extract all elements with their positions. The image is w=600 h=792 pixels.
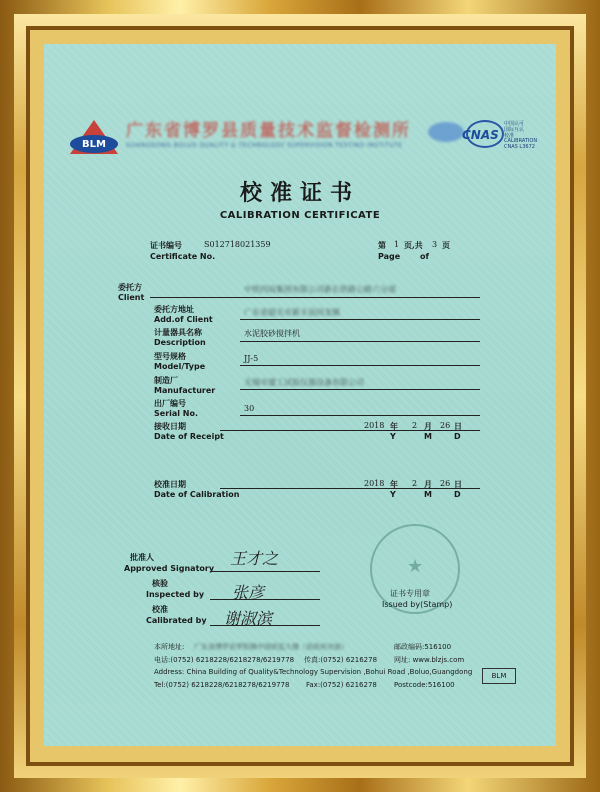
seal-star-icon: ★	[407, 556, 424, 577]
inspected-label-en: Inspected by	[146, 590, 205, 599]
address-label-en: Add.of Client	[154, 315, 213, 324]
desc-line	[240, 341, 480, 342]
calibrated-line	[210, 625, 320, 626]
receipt-month: 2	[412, 421, 418, 430]
desc-label-cn: 计量器具名称	[154, 327, 202, 337]
calib-year-cn: 年	[390, 479, 398, 489]
mfr-label-en: Manufacturer	[154, 386, 216, 395]
client-label-en: Client	[118, 293, 145, 302]
calib-label-cn: 校准日期	[154, 479, 186, 489]
page-mid: 页,共	[404, 240, 423, 250]
approved-signature: 王才之	[230, 549, 279, 568]
stamp-label-cn: 证书专用章	[390, 589, 430, 598]
footer-fax-en: Fax:(0752) 6216278	[306, 681, 377, 689]
calibrated-label-cn: 校准	[152, 604, 168, 614]
desc-value: 水泥胶砂搅拌机	[244, 329, 300, 338]
calib-d: D	[454, 490, 461, 499]
address-value: 广东省韶关市新丰县回龙镇	[244, 308, 340, 317]
mfr-value: 无锡市建工试验仪器设备有限公司	[244, 378, 364, 387]
footer-postcode-cn: 邮政编码:516100	[394, 643, 452, 651]
footer-blm-mark: BLM	[482, 668, 516, 684]
calib-year: 2018	[364, 479, 385, 488]
calib-day-cn: 日	[454, 479, 462, 489]
receipt-day: 26	[440, 421, 451, 430]
calib-m: M	[424, 490, 432, 499]
inspected-signature: 张彦	[232, 583, 265, 602]
cnas-logo: CNAS	[462, 128, 499, 142]
serial-label-cn: 出厂编号	[154, 398, 186, 408]
logo-text: BLM	[82, 139, 106, 150]
receipt-year-cn: 年	[390, 421, 398, 431]
mfr-line	[240, 389, 480, 390]
footer-fax-cn: 传真:(0752) 6216278	[304, 656, 378, 664]
cnas-no: CNAS L3672	[504, 144, 535, 150]
calib-day: 26	[440, 479, 451, 488]
receipt-d: D	[454, 432, 461, 441]
ilac-mra-icon	[428, 122, 464, 142]
client-line	[150, 297, 480, 298]
model-line	[240, 365, 480, 366]
model-label-en: Model/Type	[154, 362, 206, 371]
approved-line	[210, 571, 320, 572]
client-label-cn: 委托方	[118, 282, 142, 292]
cert-no-label-en: Certificate No.	[150, 252, 216, 261]
receipt-day-cn: 日	[454, 421, 462, 431]
inspected-label-cn: 核验	[152, 578, 168, 588]
cnas-cn-1: 中国认可	[504, 121, 525, 127]
certificate-paper	[44, 44, 556, 746]
footer-postcode-en: Postcode:516100	[394, 681, 455, 689]
serial-value: 30	[244, 404, 255, 413]
footer-tel-cn: 电话:(0752) 6218228/6218278/6219778	[154, 656, 295, 664]
calibrated-label-en: Calibrated by	[146, 616, 207, 625]
calib-month-cn: 月	[424, 479, 432, 489]
receipt-month-cn: 月	[424, 421, 432, 431]
page-total: 3	[432, 240, 438, 249]
title-cn: 校准证书	[239, 180, 360, 206]
cert-no-value: S012718021359	[204, 240, 271, 249]
model-label-cn: 型号规格	[154, 351, 186, 361]
receipt-y: Y	[390, 432, 396, 441]
cnas-cn-3: 校准	[504, 133, 515, 139]
of-label-en: of	[420, 252, 429, 261]
calib-line	[220, 488, 480, 489]
inspected-line	[210, 599, 320, 600]
footer-web-cn: 网址: www.blzjs.com	[394, 656, 465, 664]
approved-label-en: Approved Signatory	[124, 564, 215, 573]
page-current: 1	[394, 240, 400, 249]
approved-label-cn: 批准人	[130, 552, 154, 562]
calib-y: Y	[390, 490, 396, 499]
cnas-en: CALIBRATION	[504, 138, 538, 144]
receipt-m: M	[424, 432, 432, 441]
client-value: 中铁四局集团有限公司新长铁路公路六分部	[244, 285, 396, 294]
calibrated-signature: 谢淑滨	[224, 609, 273, 628]
footer-addr-cn-label: 本所地址:	[154, 643, 185, 651]
cert-no-label-cn: 证书编号	[150, 240, 182, 250]
address-line	[240, 319, 480, 320]
receipt-label-cn: 接收日期	[154, 421, 186, 431]
page-label-en: Page	[378, 252, 401, 261]
footer-addr-en: Address: China Building of Quality&Technology Supervision ,Bohui Road ,Boluo,Guangdong	[154, 668, 473, 676]
page-prefix: 第	[378, 240, 386, 250]
title-en: CALIBRATION CERTIFICATE	[219, 210, 381, 221]
stamp-label-en: Issued by(Stamp)	[382, 600, 453, 609]
blm-logo-icon	[68, 118, 120, 156]
serial-label-en: Serial No.	[154, 409, 199, 418]
serial-line	[240, 415, 480, 416]
address-label-cn: 委托方地址	[154, 304, 194, 314]
desc-label-en: Description	[154, 338, 206, 347]
calib-month: 2	[412, 479, 418, 488]
footer-tel-en: Tel:(0752) 6218228/6218278/6219778	[154, 681, 290, 689]
page-suffix: 页	[442, 240, 450, 250]
receipt-year: 2018	[364, 421, 385, 430]
cnas-cn-2: 国际互认	[504, 127, 525, 133]
org-name-cn: 广东省博罗县质量技术监督检测所	[126, 121, 411, 141]
receipt-label-en: Date of Receipt	[154, 432, 224, 441]
mfr-label-cn: 制造厂	[154, 375, 178, 385]
calib-label-en: Date of Calibration	[154, 490, 240, 499]
receipt-line	[220, 430, 480, 431]
model-value: JJ-5	[244, 354, 259, 363]
footer-addr-cn-value: 广东省博罗县罗阳镇中国质监大楼（县政府对面）	[194, 643, 348, 651]
org-name-en: GUANGDONG BOLUO QUALITY & TECHNOLOGY SUPERVISION TESTING INSTITUTE	[126, 142, 403, 149]
